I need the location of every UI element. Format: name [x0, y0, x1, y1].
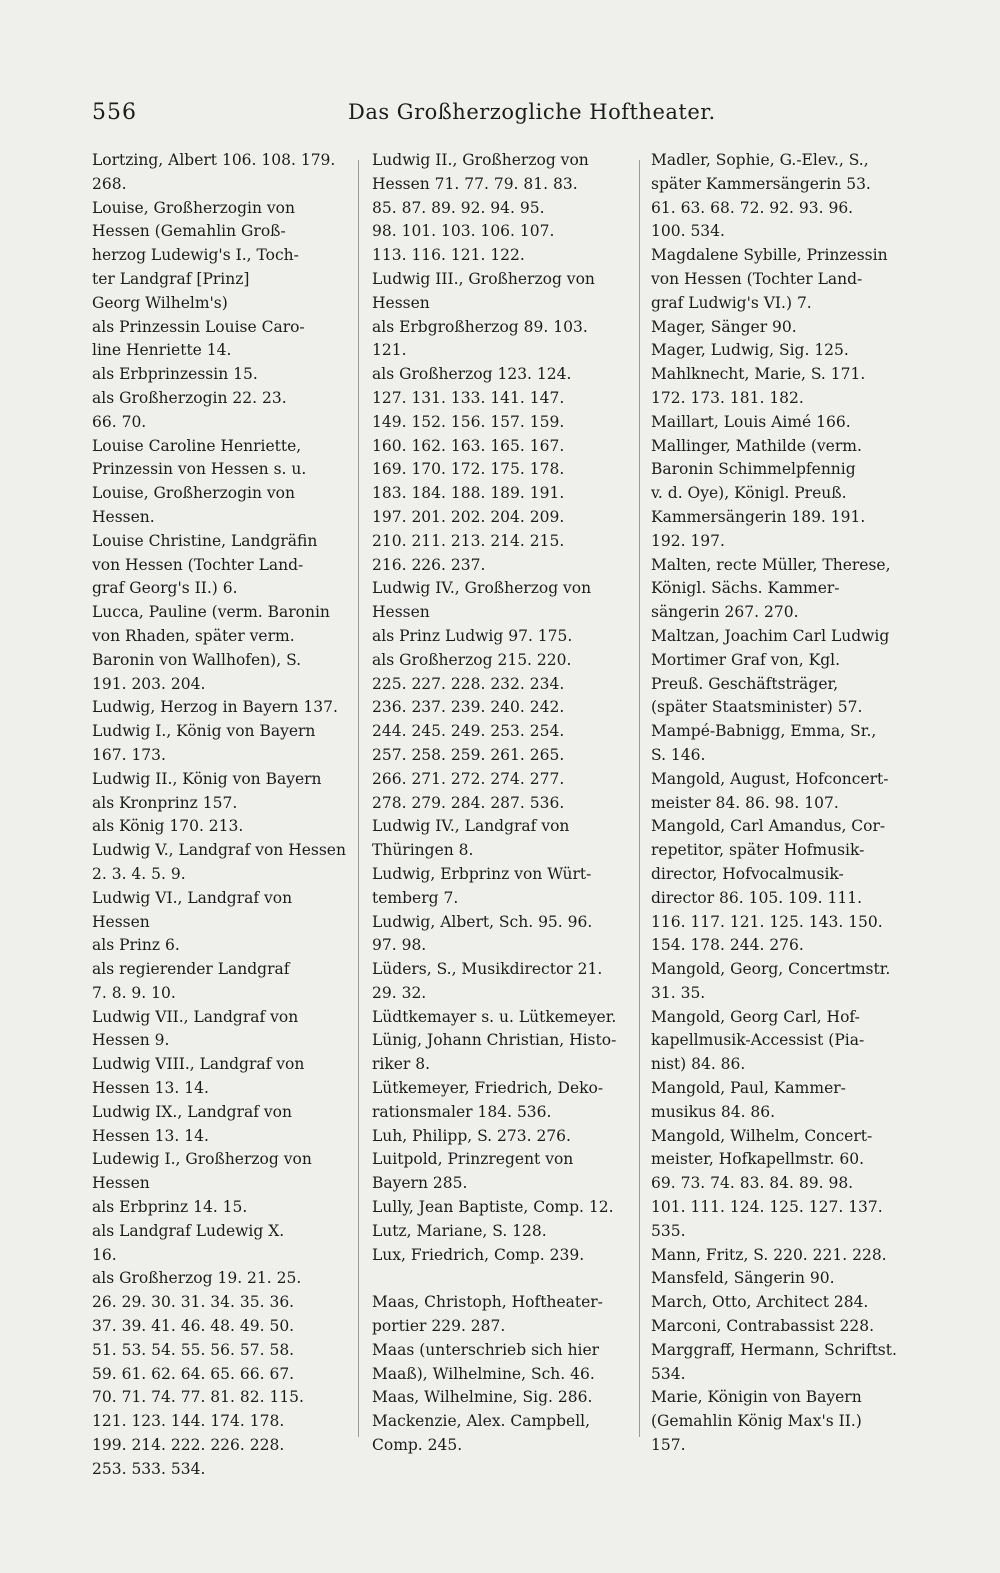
- index-column-2: [372, 149, 634, 1458]
- index-line: Ludwig I., König von Bayern: [92, 722, 316, 741]
- index-line: Luh, Philipp, S. 273. 276.: [372, 1126, 571, 1145]
- index-line: 100. 534.: [651, 222, 725, 241]
- index-line: Lutz, Mariane, S. 128.: [372, 1221, 547, 1240]
- index-line: 244. 245. 249. 253. 254.: [372, 722, 565, 741]
- index-line: Mackenzie, Alex. Campbell,: [372, 1412, 591, 1431]
- index-line: als Kronprinz 157.: [92, 793, 238, 812]
- index-line: Maas (unterschrieb sich hier: [372, 1340, 600, 1359]
- index-line: Marie, Königin von Bayern: [651, 1388, 862, 1407]
- index-line: riker 8.: [372, 1055, 431, 1074]
- index-line: 2. 3. 4. 5. 9.: [92, 864, 186, 883]
- index-line: von Rhaden, später verm.: [92, 626, 295, 645]
- index-line: Baronin von Wallhofen), S.: [92, 650, 302, 669]
- index-line: Hessen.: [92, 507, 155, 526]
- index-line: Louise Caroline Henriette,: [92, 436, 302, 455]
- index-line: Marggraff, Hermann, Schriftst.: [651, 1340, 897, 1359]
- index-line: 69. 73. 74. 83. 84. 89. 98.: [651, 1174, 854, 1193]
- index-line: Mann, Fritz, S. 220. 221. 228.: [651, 1245, 887, 1264]
- index-line: als Großherzog 123. 124.: [372, 365, 572, 384]
- index-line: repetitor, später Hofmusik-: [651, 841, 865, 860]
- index-line: Louise Christine, Landgräfin: [92, 531, 318, 550]
- index-line: Lüdtkemayer s. u. Lütkemeyer.: [372, 1007, 617, 1026]
- index-line: Mortimer Graf von, Kgl.: [651, 650, 841, 669]
- index-line: Madler, Sophie, G.-Elev., S.,: [651, 151, 869, 169]
- index-line: Hessen: [372, 293, 430, 312]
- index-line: Lütkemeyer, Friedrich, Deko-: [372, 1079, 604, 1098]
- index-line: sängerin 267. 270.: [651, 603, 799, 622]
- index-line: (Gemahlin König Max's II.): [651, 1412, 862, 1431]
- index-line: Magdalene Sybille, Prinzessin: [651, 246, 888, 265]
- index-line: meister, Hofkapellmstr. 60.: [651, 1150, 865, 1169]
- index-line: 59. 61. 62. 64. 65. 66. 67.: [92, 1364, 295, 1383]
- index-line: als regierender Landgraf: [92, 960, 290, 979]
- index-line: 37. 39. 41. 46. 48. 49. 50.: [92, 1317, 295, 1336]
- index-line: 116. 117. 121. 125. 143. 150.: [651, 912, 883, 931]
- index-line: Ludwig III., Großherzog von: [372, 269, 595, 288]
- index-line: kapellmusik-Accessist (Pia-: [651, 1031, 865, 1050]
- index-line: Hessen (Gemahlin Groß-: [92, 222, 286, 241]
- index-line: Mangold, August, Hofconcert-: [651, 769, 889, 788]
- index-line: Louise, Großherzogin von: [92, 198, 295, 217]
- index-line: 157.: [651, 1436, 686, 1455]
- index-line: 191. 203. 204.: [92, 674, 206, 693]
- index-line: Baronin Schimmelpfennig: [651, 460, 856, 479]
- index-line: line Henriette 14.: [92, 341, 232, 360]
- index-line: Preuß. Geschäftsträger,: [651, 674, 839, 693]
- index-line: Mangold, Wilhelm, Concert-: [651, 1126, 873, 1145]
- index-line: nist) 84. 86.: [651, 1055, 746, 1074]
- index-line: 216. 226. 237.: [372, 555, 486, 574]
- index-line: musikus 84. 86.: [651, 1102, 776, 1121]
- running-title: Das Großherzogliche Hoftheater.: [348, 100, 716, 124]
- index-line: 70. 71. 74. 77. 81. 82. 115.: [92, 1388, 304, 1407]
- index-line: 160. 162. 163. 165. 167.: [372, 436, 565, 455]
- index-line: 278. 279. 284. 287. 536.: [372, 793, 565, 812]
- index-line: als Prinz Ludwig 97. 175.: [372, 626, 573, 645]
- index-line: 266. 271. 272. 274. 277.: [372, 769, 565, 788]
- index-line: Mallinger, Mathilde (verm.: [651, 436, 862, 455]
- index-line: als Erbprinz 14. 15.: [92, 1198, 248, 1217]
- column-rule: [358, 160, 359, 1437]
- index-line: 16.: [92, 1245, 117, 1264]
- index-line: Ludwig VI., Landgraf von: [92, 888, 293, 907]
- index-line: 98. 101. 103. 106. 107.: [372, 222, 555, 241]
- index-line: Ludewig I., Großherzog von: [92, 1150, 312, 1169]
- index-line: Königl. Sächs. Kammer-: [651, 579, 840, 598]
- index-line: Mangold, Paul, Kammer-: [651, 1079, 846, 1098]
- index-line: Comp. 245.: [372, 1436, 463, 1455]
- index-line: 101. 111. 124. 125. 127. 137.: [651, 1198, 883, 1217]
- index-line: 253. 533. 534.: [92, 1459, 206, 1478]
- index-line: später Kammersängerin 53.: [651, 174, 871, 193]
- index-line: graf Georg's II.) 6.: [92, 579, 238, 598]
- index-line: Ludwig IV., Landgraf von: [372, 817, 570, 836]
- index-line: Ludwig V., Landgraf von Hessen: [92, 841, 346, 860]
- index-line: Maas, Christoph, Hoftheater-: [372, 1293, 603, 1312]
- index-line: Ludwig VIII., Landgraf von: [92, 1055, 305, 1074]
- index-line: 257. 258. 259. 261. 265.: [372, 745, 565, 764]
- index-line: Ludwig, Herzog in Bayern 137.: [92, 698, 338, 717]
- index-line: Mager, Ludwig, Sig. 125.: [651, 341, 849, 360]
- index-line: 51. 53. 54. 55. 56. 57. 58.: [92, 1340, 295, 1359]
- index-line: portier 229. 287.: [372, 1317, 506, 1336]
- index-line: Louise, Großherzogin von: [92, 484, 295, 503]
- index-line: Lüders, S., Musikdirector 21.: [372, 960, 603, 979]
- index-line: als Erbprinzessin 15.: [92, 365, 258, 384]
- index-line: Lux, Friedrich, Comp. 239.: [372, 1245, 585, 1264]
- index-line: 192. 197.: [651, 531, 725, 550]
- index-line: 85. 87. 89. 92. 94. 95.: [372, 198, 545, 217]
- index-line: (später Staatsminister) 57.: [651, 698, 863, 717]
- index-line: Lortzing, Albert 106. 108. 179.: [92, 151, 336, 169]
- index-line: 169. 170. 172. 175. 178.: [372, 460, 565, 479]
- index-line: 534.: [651, 1364, 686, 1383]
- index-line: 31. 35.: [651, 983, 706, 1002]
- index-line: Hessen 71. 77. 79. 81. 83.: [372, 174, 578, 193]
- index-line: Maltzan, Joachim Carl Ludwig: [651, 626, 890, 645]
- index-line: 121.: [372, 341, 407, 360]
- index-line: S. 146.: [651, 745, 706, 764]
- index-line: 154. 178. 244. 276.: [651, 936, 804, 955]
- index-line: Ludwig II., Großherzog von: [372, 151, 589, 169]
- index-line: als Großherzogin 22. 23.: [92, 388, 287, 407]
- index-line: Mager, Sänger 90.: [651, 317, 797, 336]
- index-line: Hessen: [92, 1174, 150, 1193]
- index-line: 210. 211. 213. 214. 215.: [372, 531, 565, 550]
- index-line: Hessen 9.: [92, 1031, 170, 1050]
- index-line: Malten, recte Müller, Therese,: [651, 555, 891, 574]
- index-line: 7. 8. 9. 10.: [92, 983, 176, 1002]
- index-line: Ludwig, Erbprinz von Würt-: [372, 864, 592, 883]
- column-rule: [639, 160, 640, 1437]
- index-line: 167. 173.: [92, 745, 166, 764]
- index-line: von Hessen (Tochter Land-: [92, 555, 304, 574]
- index-line: Mangold, Georg Carl, Hof-: [651, 1007, 860, 1026]
- index-line: Maaß), Wilhelmine, Sch. 46.: [372, 1364, 595, 1383]
- index-line: Maas, Wilhelmine, Sig. 286.: [372, 1388, 593, 1407]
- index-line: als Erbgroßherzog 89. 103.: [372, 317, 588, 336]
- index-line: als Prinz 6.: [92, 936, 180, 955]
- index-line: 29. 32.: [372, 983, 427, 1002]
- index-line: Lully, Jean Baptiste, Comp. 12.: [372, 1198, 614, 1217]
- index-line: Ludwig IV., Großherzog von: [372, 579, 592, 598]
- index-line: Georg Wilhelm's): [92, 293, 228, 312]
- index-line: 183. 184. 188. 189. 191.: [372, 484, 565, 503]
- index-line: Mahlknecht, Marie, S. 171.: [651, 365, 866, 384]
- index-line: Ludwig, Albert, Sch. 95. 96.: [372, 912, 593, 931]
- index-line: von Hessen (Tochter Land-: [651, 269, 863, 288]
- index-line: 97. 98.: [372, 936, 427, 955]
- index-line: Hessen: [372, 603, 430, 622]
- index-line: Kammersängerin 189. 191.: [651, 507, 866, 526]
- index-line: Hessen 13. 14.: [92, 1079, 209, 1098]
- index-line: ter Landgraf [Prinz]: [92, 269, 250, 288]
- index-line: Lünig, Johann Christian, Histo-: [372, 1031, 617, 1050]
- blank-line: [372, 1267, 634, 1291]
- index-line: 61. 63. 68. 72. 92. 93. 96.: [651, 198, 854, 217]
- index-line: Ludwig II., König von Bayern: [92, 769, 322, 788]
- index-line: 225. 227. 228. 232. 234.: [372, 674, 565, 693]
- index-line: director, Hofvocalmusik-: [651, 864, 844, 883]
- index-line: 236. 237. 239. 240. 242.: [372, 698, 565, 717]
- index-line: Lucca, Pauline (verm. Baronin: [92, 603, 330, 622]
- index-line: March, Otto, Architect 284.: [651, 1293, 869, 1312]
- index-line: Marconi, Contrabassist 228.: [651, 1317, 875, 1336]
- page-number: 556: [92, 100, 137, 125]
- index-line: v. d. Oye), Königl. Preuß.: [651, 484, 847, 503]
- index-line: 121. 123. 144. 174. 178.: [92, 1412, 285, 1431]
- index-line: 26. 29. 30. 31. 34. 35. 36.: [92, 1293, 295, 1312]
- index-line: Hessen 13. 14.: [92, 1126, 209, 1145]
- index-line: Mampé-Babnigg, Emma, Sr.,: [651, 722, 877, 741]
- index-line: als Prinzessin Louise Caro-: [92, 317, 305, 336]
- index-line: Bayern 285.: [372, 1174, 468, 1193]
- index-line: Hessen: [92, 912, 150, 931]
- index-line: Prinzessin von Hessen s. u.: [92, 460, 307, 479]
- index-line: rationsmaler 184. 536.: [372, 1102, 552, 1121]
- index-line: als König 170. 213.: [92, 817, 244, 836]
- index-line: temberg 7.: [372, 888, 459, 907]
- index-line: Mangold, Carl Amandus, Cor-: [651, 817, 886, 836]
- index-line: 535.: [651, 1221, 686, 1240]
- index-line: Luitpold, Prinzregent von: [372, 1150, 574, 1169]
- index-line: 172. 173. 181. 182.: [651, 388, 804, 407]
- index-line: herzog Ludewig's I., Toch-: [92, 246, 299, 265]
- index-line: Ludwig VII., Landgraf von: [92, 1007, 299, 1026]
- index-line: 127. 131. 133. 141. 147.: [372, 388, 565, 407]
- index-line: meister 84. 86. 98. 107.: [651, 793, 839, 812]
- index-column-1: [92, 149, 354, 1482]
- index-line: als Großherzog 215. 220.: [372, 650, 572, 669]
- index-line: graf Ludwig's VI.) 7.: [651, 293, 812, 312]
- index-line: Mansfeld, Sängerin 90.: [651, 1269, 835, 1288]
- index-line: Thüringen 8.: [372, 841, 474, 860]
- index-column-3: [651, 149, 933, 1458]
- index-line: director 86. 105. 109. 111.: [651, 888, 863, 907]
- index-line: 66. 70.: [92, 412, 147, 431]
- index-line: 199. 214. 222. 226. 228.: [92, 1436, 285, 1455]
- index-line: 113. 116. 121. 122.: [372, 246, 525, 265]
- index-line: 268.: [92, 174, 127, 193]
- index-line: 197. 201. 202. 204. 209.: [372, 507, 565, 526]
- index-line: als Landgraf Ludewig X.: [92, 1221, 285, 1240]
- index-line: als Großherzog 19. 21. 25.: [92, 1269, 302, 1288]
- index-line: Ludwig IX., Landgraf von: [92, 1102, 292, 1121]
- index-line: Maillart, Louis Aimé 166.: [651, 412, 851, 431]
- index-line: 149. 152. 156. 157. 159.: [372, 412, 565, 431]
- index-line: Mangold, Georg, Concertmstr.: [651, 960, 891, 979]
